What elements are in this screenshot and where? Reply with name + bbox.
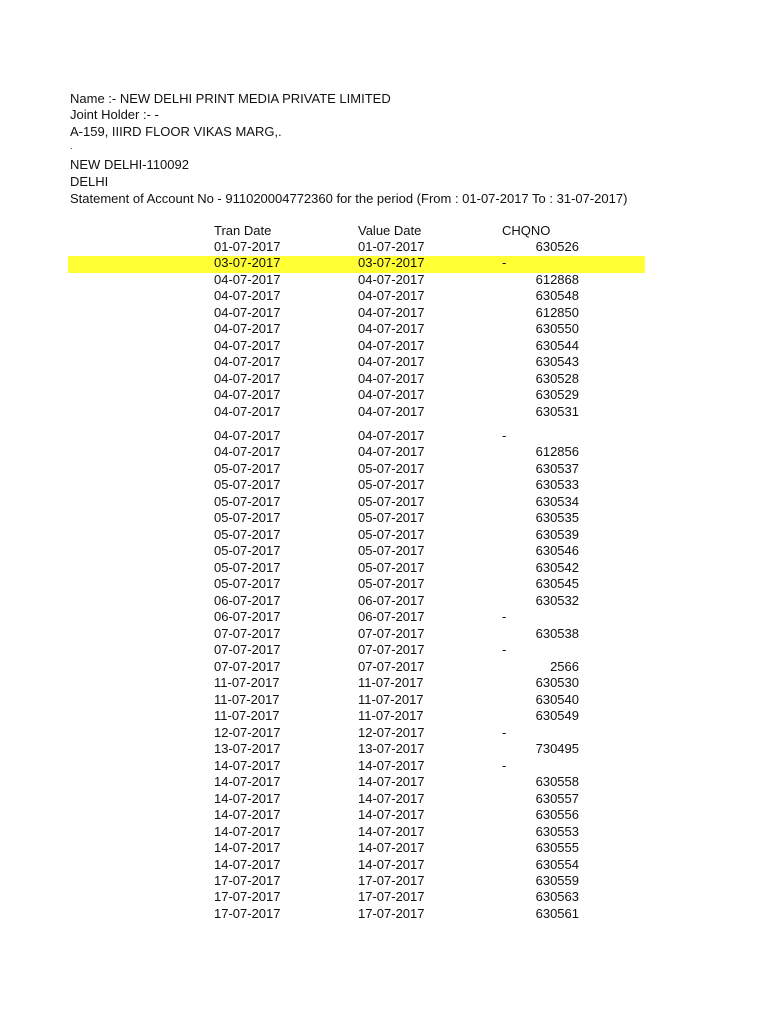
- statement-title: Statement of Account No - 911020004772360 for the period (From : 01-07-2017 To : 31-07-2017): [70, 191, 628, 206]
- chqno-cell: 630559: [535, 873, 579, 888]
- tran-date-cell: 04-07-2017: [214, 371, 281, 386]
- chqno-cell: 630557: [535, 791, 579, 806]
- value-date-cell: 11-07-2017: [358, 692, 424, 707]
- value-date-cell: 14-07-2017: [358, 758, 425, 773]
- tran-date-cell: 13-07-2017: [214, 741, 281, 756]
- chqno-cell: 630540: [535, 692, 579, 707]
- value-date-cell: 07-07-2017: [358, 659, 425, 674]
- value-date-cell: 06-07-2017: [358, 609, 425, 624]
- chqno-cell: 630550: [535, 321, 579, 336]
- chqno-cell: 612868: [535, 272, 579, 287]
- chqno-cell: 630545: [535, 576, 579, 591]
- tran-date-cell: 04-07-2017: [214, 305, 281, 320]
- tran-date-cell: 17-07-2017: [214, 889, 281, 904]
- value-date-cell: 11-07-2017: [358, 675, 424, 690]
- tran-date-cell: 07-07-2017: [214, 626, 281, 641]
- tran-date-cell: 05-07-2017: [214, 477, 281, 492]
- tran-date-cell: 17-07-2017: [214, 906, 281, 921]
- chqno-cell: 630530: [535, 675, 579, 690]
- value-date-cell: 03-07-2017: [358, 255, 425, 270]
- chqno-cell: 630554: [535, 857, 579, 872]
- chqno-cell: 630543: [535, 354, 579, 369]
- tran-date-cell: 05-07-2017: [214, 527, 281, 542]
- chqno-cell: 630561: [535, 906, 579, 921]
- column-header-tran-date: Tran Date: [214, 223, 272, 238]
- tran-date-cell: 06-07-2017: [214, 593, 281, 608]
- chqno-cell: -: [502, 255, 507, 270]
- tran-date-cell: 05-07-2017: [214, 510, 281, 525]
- chqno-cell: 612856: [535, 444, 579, 459]
- tran-date-cell: 11-07-2017: [214, 675, 280, 690]
- tran-date-cell: 04-07-2017: [214, 444, 281, 459]
- value-date-cell: 07-07-2017: [358, 642, 425, 657]
- chqno-cell: -: [502, 725, 507, 740]
- chqno-cell: 630529: [535, 387, 579, 402]
- chqno-cell: 630532: [535, 593, 579, 608]
- column-header-value-date: Value Date: [358, 223, 422, 238]
- address-line-2: .: [70, 141, 73, 151]
- value-date-cell: 05-07-2017: [358, 477, 425, 492]
- value-date-cell: 12-07-2017: [358, 725, 425, 740]
- chqno-cell: 630548: [535, 288, 579, 303]
- tran-date-cell: 14-07-2017: [214, 857, 281, 872]
- state-line: DELHI: [70, 174, 109, 189]
- tran-date-cell: 05-07-2017: [214, 560, 281, 575]
- tran-date-cell: 04-07-2017: [214, 404, 281, 419]
- tran-date-cell: 05-07-2017: [214, 576, 281, 591]
- tran-date-cell: 04-07-2017: [214, 272, 281, 287]
- chqno-cell: 630544: [535, 338, 579, 353]
- chqno-cell: 630542: [535, 560, 579, 575]
- row-highlight: [68, 256, 645, 273]
- tran-date-cell: 14-07-2017: [214, 807, 281, 822]
- value-date-cell: 17-07-2017: [358, 873, 425, 888]
- value-date-cell: 05-07-2017: [358, 527, 425, 542]
- tran-date-cell: 04-07-2017: [214, 321, 281, 336]
- column-header-chqno: CHQNO: [502, 223, 551, 238]
- value-date-cell: 01-07-2017: [358, 239, 425, 254]
- value-date-cell: 04-07-2017: [358, 354, 425, 369]
- value-date-cell: 14-07-2017: [358, 824, 425, 839]
- tran-date-cell: 04-07-2017: [214, 338, 281, 353]
- tran-date-cell: 14-07-2017: [214, 840, 281, 855]
- value-date-cell: 05-07-2017: [358, 494, 425, 509]
- chqno-cell: 630526: [535, 239, 579, 254]
- value-date-cell: 05-07-2017: [358, 461, 425, 476]
- tran-date-cell: 05-07-2017: [214, 461, 281, 476]
- chqno-cell: 630528: [535, 371, 579, 386]
- tran-date-cell: 04-07-2017: [214, 428, 281, 443]
- address-line-1: A-159, IIIRD FLOOR VIKAS MARG,.: [70, 124, 282, 139]
- value-date-cell: 04-07-2017: [358, 428, 425, 443]
- value-date-cell: 04-07-2017: [358, 338, 425, 353]
- value-date-cell: 04-07-2017: [358, 288, 425, 303]
- account-name: Name :- NEW DELHI PRINT MEDIA PRIVATE LIMITED: [70, 91, 391, 106]
- value-date-cell: 17-07-2017: [358, 889, 425, 904]
- chqno-cell: 630549: [535, 708, 579, 723]
- value-date-cell: 04-07-2017: [358, 371, 425, 386]
- value-date-cell: 06-07-2017: [358, 593, 425, 608]
- tran-date-cell: 04-07-2017: [214, 387, 281, 402]
- value-date-cell: 05-07-2017: [358, 543, 425, 558]
- tran-date-cell: 05-07-2017: [214, 543, 281, 558]
- value-date-cell: 14-07-2017: [358, 857, 425, 872]
- value-date-cell: 04-07-2017: [358, 305, 425, 320]
- chqno-cell: -: [502, 609, 507, 624]
- chqno-cell: 630558: [535, 774, 579, 789]
- chqno-cell: 2566: [550, 659, 579, 674]
- chqno-cell: 630533: [535, 477, 579, 492]
- chqno-cell: 630563: [535, 889, 579, 904]
- value-date-cell: 04-07-2017: [358, 272, 425, 287]
- chqno-cell: 630531: [535, 404, 579, 419]
- chqno-cell: 630534: [535, 494, 579, 509]
- chqno-cell: 630556: [535, 807, 579, 822]
- city-line: NEW DELHI-110092: [70, 157, 189, 172]
- chqno-cell: 730495: [535, 741, 579, 756]
- tran-date-cell: 14-07-2017: [214, 774, 281, 789]
- value-date-cell: 14-07-2017: [358, 791, 425, 806]
- tran-date-cell: 04-07-2017: [214, 354, 281, 369]
- tran-date-cell: 06-07-2017: [214, 609, 281, 624]
- tran-date-cell: 14-07-2017: [214, 791, 281, 806]
- tran-date-cell: 07-07-2017: [214, 659, 281, 674]
- tran-date-cell: 07-07-2017: [214, 642, 281, 657]
- chqno-cell: 630537: [535, 461, 579, 476]
- value-date-cell: 14-07-2017: [358, 774, 425, 789]
- value-date-cell: 17-07-2017: [358, 906, 425, 921]
- value-date-cell: 14-07-2017: [358, 840, 425, 855]
- tran-date-cell: 05-07-2017: [214, 494, 281, 509]
- value-date-cell: 05-07-2017: [358, 576, 425, 591]
- joint-holder: Joint Holder :- -: [70, 107, 159, 122]
- tran-date-cell: 14-07-2017: [214, 758, 281, 773]
- chqno-cell: 612850: [535, 305, 579, 320]
- chqno-cell: 630535: [535, 510, 579, 525]
- chqno-cell: 630553: [535, 824, 579, 839]
- tran-date-cell: 04-07-2017: [214, 288, 281, 303]
- tran-date-cell: 17-07-2017: [214, 873, 281, 888]
- tran-date-cell: 03-07-2017: [214, 255, 281, 270]
- value-date-cell: 11-07-2017: [358, 708, 424, 723]
- value-date-cell: 05-07-2017: [358, 510, 425, 525]
- value-date-cell: 13-07-2017: [358, 741, 425, 756]
- value-date-cell: 04-07-2017: [358, 444, 425, 459]
- chqno-cell: 630546: [535, 543, 579, 558]
- chqno-cell: -: [502, 428, 507, 443]
- value-date-cell: 07-07-2017: [358, 626, 425, 641]
- value-date-cell: 05-07-2017: [358, 560, 425, 575]
- chqno-cell: 630555: [535, 840, 579, 855]
- value-date-cell: 14-07-2017: [358, 807, 425, 822]
- value-date-cell: 04-07-2017: [358, 321, 425, 336]
- chqno-cell: 630538: [535, 626, 579, 641]
- value-date-cell: 04-07-2017: [358, 404, 425, 419]
- chqno-cell: -: [502, 758, 507, 773]
- chqno-cell: -: [502, 642, 507, 657]
- tran-date-cell: 14-07-2017: [214, 824, 281, 839]
- tran-date-cell: 12-07-2017: [214, 725, 281, 740]
- tran-date-cell: 01-07-2017: [214, 239, 281, 254]
- chqno-cell: 630539: [535, 527, 579, 542]
- tran-date-cell: 11-07-2017: [214, 708, 280, 723]
- tran-date-cell: 11-07-2017: [214, 692, 280, 707]
- value-date-cell: 04-07-2017: [358, 387, 425, 402]
